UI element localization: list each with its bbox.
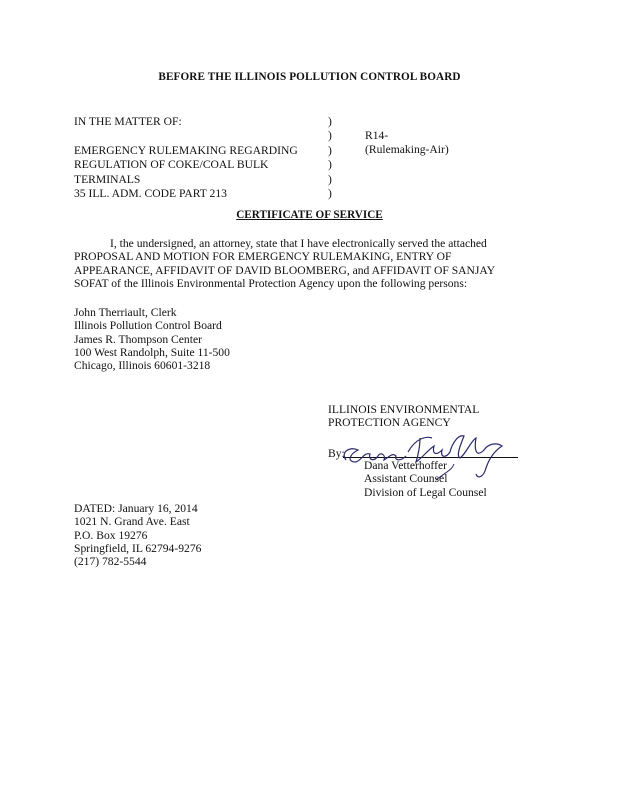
address-line: Springfield, IL 62794-9276 [74, 541, 202, 555]
matter-line: TERMINALS [74, 172, 141, 186]
agency-line: PROTECTION AGENCY [328, 416, 451, 430]
matter-caption [74, 115, 298, 201]
signer-title: Assistant Counsel [364, 472, 448, 486]
body-line: SOFAT of the Illinois Environmental Protection Agency upon the following persons: [74, 276, 468, 290]
signer-division: Division of Legal Counsel [364, 485, 487, 499]
paren: ) [328, 172, 332, 186]
recipient-line: John Therriault, Clerk [74, 306, 177, 319]
date-line: DATED: January 16, 2014 [74, 502, 198, 515]
dated-block [74, 502, 201, 568]
by-label: By: [328, 447, 345, 460]
matter-line: REGULATION OF COKE/COAL BULK [74, 158, 269, 172]
matter-line [74, 129, 298, 143]
paren: ) [328, 143, 332, 157]
certificate-body [74, 237, 495, 290]
docket-type: (Rulemaking-Air) [365, 143, 449, 157]
document-header: BEFORE THE ILLINOIS POLLUTION CONTROL BOARD [158, 71, 461, 83]
recipient-address [74, 306, 230, 372]
paren: ) [328, 115, 332, 128]
recipient-line: James R. Thompson Center [74, 332, 202, 346]
signer-block [364, 459, 487, 499]
address-line: P.O. Box 19276 [74, 528, 148, 542]
body-line: I, the undersigned, an attorney, state that I have electronically served the attached [110, 237, 487, 250]
paren: ) [328, 186, 332, 200]
docket-number: R14- [365, 129, 389, 142]
phone-line: (217) 782-5544 [74, 555, 147, 569]
paren: ) [328, 129, 332, 143]
agency-name [328, 403, 479, 430]
recipient-line: Chicago, Illinois 60601-3218 [74, 359, 211, 373]
paren: ) [328, 158, 332, 172]
recipient-line: Illinois Pollution Control Board [74, 319, 222, 333]
address-line: 1021 N. Grand Ave. East [74, 515, 190, 529]
matter-line: 35 ILL. ADM. CODE PART 213 [74, 186, 227, 200]
recipient-line: 100 West Randolph, Suite 11-500 [74, 345, 230, 359]
body-line: PROPOSAL AND MOTION FOR EMERGENCY RULEMAKING, ENTRY OF [74, 250, 452, 264]
matter-line: IN THE MATTER OF: [74, 115, 182, 128]
signer-name: Dana Vetterhoffer [364, 459, 447, 472]
agency-line: ILLINOIS ENVIRONMENTAL [328, 403, 480, 416]
certificate-title: CERTIFICATE OF SERVICE [236, 209, 383, 221]
docket-info [365, 129, 449, 158]
caption-parentheses [328, 115, 332, 201]
matter-line: EMERGENCY RULEMAKING REGARDING [74, 143, 298, 157]
body-line: APPEARANCE, AFFIDAVIT OF DAVID BLOOMBERG, and AFFIDAVIT OF SANJAY [74, 263, 496, 277]
